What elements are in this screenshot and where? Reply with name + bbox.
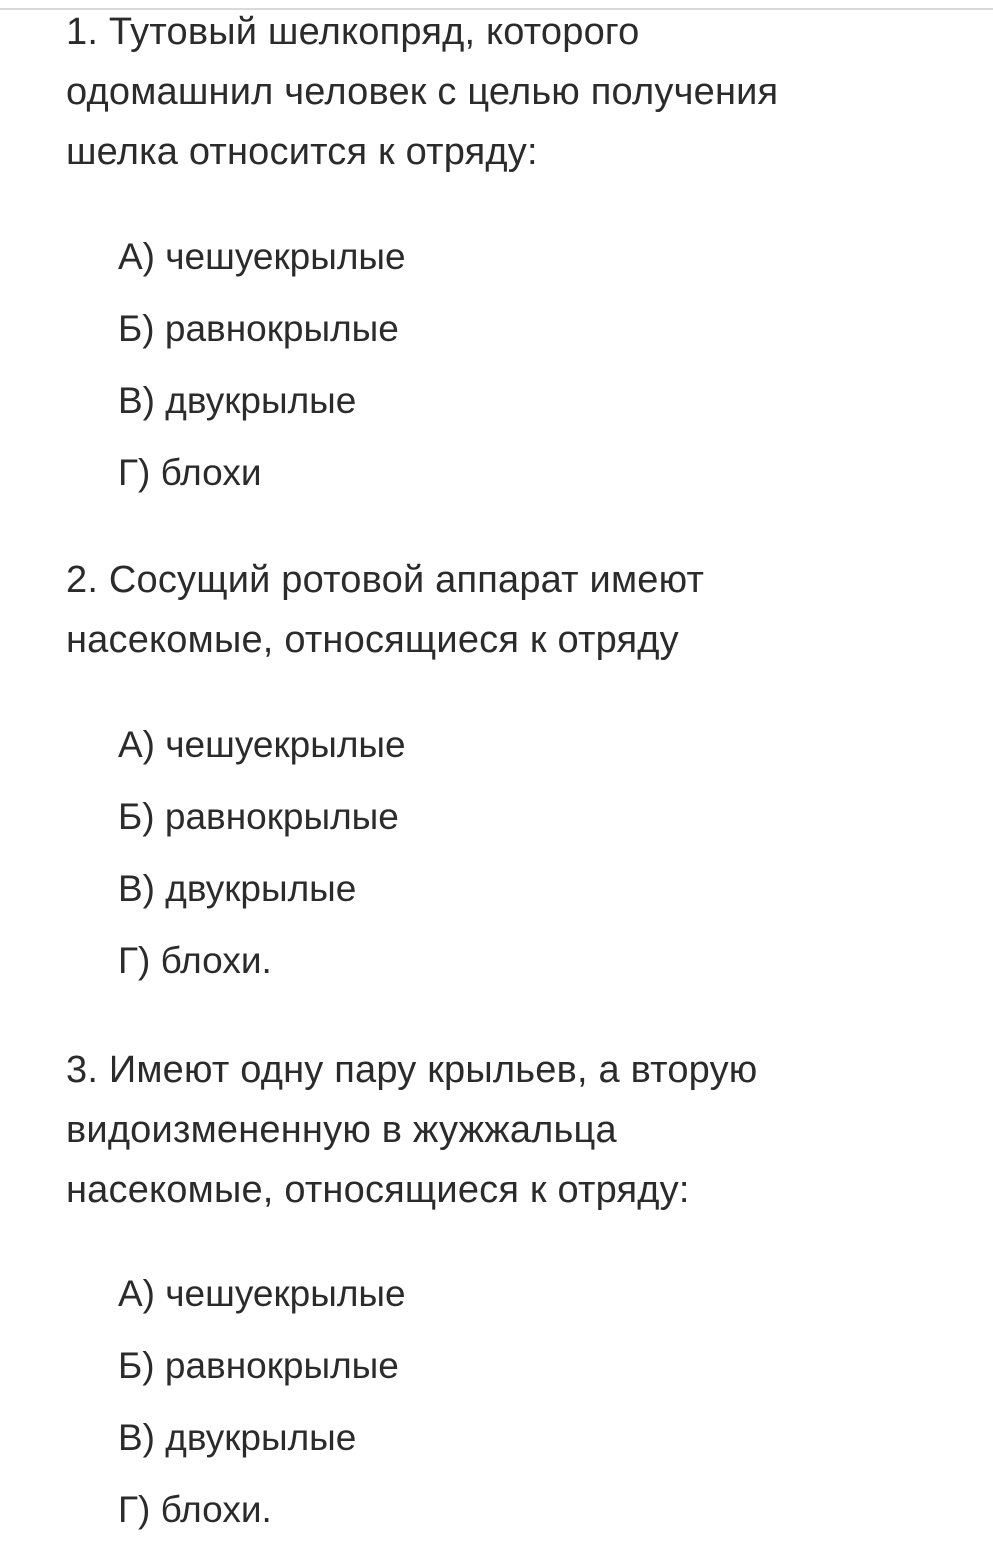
question-text-line: насекомые, относящиеся к отряду: — [66, 1169, 690, 1211]
question-1-text — [66, 2, 946, 182]
option-g: Г) блохи. — [118, 1489, 272, 1530]
option-a: А) чешуекрылые — [118, 724, 406, 765]
option-v: В) двукрылые — [118, 380, 357, 421]
option-v: В) двукрылые — [118, 1417, 357, 1458]
option-a: А) чешуекрылые — [118, 236, 406, 277]
question-3-text — [66, 1040, 946, 1220]
question-text-line: насекомые, относящиеся к отряду — [66, 619, 679, 661]
question-text-line: 1. Тутовый шелкопряд, которого — [66, 11, 640, 53]
question-1-options — [118, 221, 406, 509]
option-b: Б) равнокрылые — [118, 796, 399, 837]
question-text-line: 2. Сосущий ротовой аппарат имеют — [66, 559, 705, 601]
question-2-text — [66, 550, 946, 670]
option-g: Г) блохи — [118, 452, 262, 493]
option-g: Г) блохи. — [118, 940, 272, 981]
option-v: В) двукрылые — [118, 868, 357, 909]
option-b: Б) равнокрылые — [118, 308, 399, 349]
question-text-line: шелка относится к отряду: — [66, 131, 538, 173]
option-b: Б) равнокрылые — [118, 1345, 399, 1386]
question-text-line: одомашнил человек с целью получения — [66, 71, 779, 113]
question-text-line: 3. Имеют одну пару крыльев, а вторую — [66, 1049, 758, 1091]
option-a: А) чешуекрылые — [118, 1273, 406, 1314]
question-text-line: видоизмененную в жужжальца — [66, 1109, 617, 1151]
question-3-options — [118, 1258, 406, 1546]
question-2-options — [118, 709, 406, 997]
